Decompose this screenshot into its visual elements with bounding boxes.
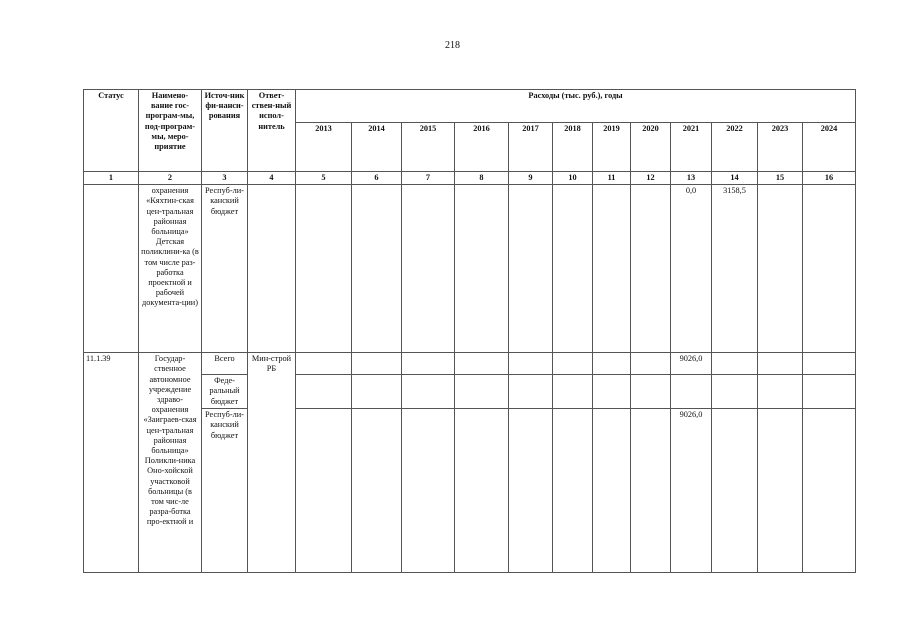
column-number: 9 <box>509 172 553 185</box>
header-year-2014: 2014 <box>352 123 402 172</box>
expense-value <box>455 409 509 573</box>
expense-value <box>296 185 352 353</box>
header-year-2022: 2022 <box>712 123 758 172</box>
expense-value <box>553 353 593 375</box>
header-year-2016: 2016 <box>455 123 509 172</box>
header-expenses: Расходы (тыс. руб.), годы <box>296 90 856 123</box>
column-number: 14 <box>712 172 758 185</box>
expense-value <box>509 375 553 409</box>
expense-value <box>758 353 803 375</box>
block2-source-republic: Респуб-ли-канский бюджет <box>202 409 248 573</box>
header-year-2019: 2019 <box>593 123 631 172</box>
expense-value <box>631 185 671 353</box>
column-number: 3 <box>202 172 248 185</box>
column-numbers-row <box>84 172 856 185</box>
block2-name: Государ-ственное автономное учреждение здраво-охранения «Заиграев-ская цен-тральная районная больница» Поликли-ника Оно-хойской участковой больницы (в том чис-ле разра-ботка про-ектной и <box>139 353 202 573</box>
expense-value <box>455 185 509 353</box>
expense-value <box>758 375 803 409</box>
expense-value <box>593 185 631 353</box>
block2-row-total <box>84 353 856 375</box>
expense-value: 9026,0 <box>671 409 712 573</box>
expense-value <box>593 409 631 573</box>
expense-value <box>296 353 352 375</box>
column-number: 4 <box>248 172 296 185</box>
expense-value: 0,0 <box>671 185 712 353</box>
block2-executor: Мин-строй РБ <box>248 353 296 573</box>
column-number: 16 <box>803 172 856 185</box>
column-number: 6 <box>352 172 402 185</box>
expense-value <box>803 185 856 353</box>
page-number: 218 <box>445 40 460 51</box>
expense-value <box>296 409 352 573</box>
expense-value <box>712 409 758 573</box>
expense-value <box>553 409 593 573</box>
header-name: Наимено-вание гос-програм-мы, под-програм-мы, меро-приятие <box>139 90 202 172</box>
header-year-2020: 2020 <box>631 123 671 172</box>
expense-value <box>803 353 856 375</box>
expense-value <box>553 375 593 409</box>
expense-value <box>296 375 352 409</box>
expense-value <box>631 409 671 573</box>
block1-row <box>84 185 856 353</box>
block1-name: охранения «Кяхтин-ская цен-тральная районная больница» Детская поликлини-ка (в том числе раз-работка проектной и рабочей документа-ции) <box>139 185 202 353</box>
expense-value <box>352 375 402 409</box>
expense-value <box>509 353 553 375</box>
expense-value <box>631 375 671 409</box>
expense-value <box>402 375 455 409</box>
header-year-2018: 2018 <box>553 123 593 172</box>
expense-value <box>455 375 509 409</box>
expense-value <box>509 185 553 353</box>
header-year-2024: 2024 <box>803 123 856 172</box>
header-year-2015: 2015 <box>402 123 455 172</box>
expense-value <box>803 375 856 409</box>
expense-value <box>712 375 758 409</box>
expense-value <box>402 353 455 375</box>
expense-value <box>671 375 712 409</box>
expense-value <box>352 353 402 375</box>
header-status: Статус <box>84 90 139 172</box>
block2-status: 11.1.39 <box>84 353 139 573</box>
expense-value <box>593 375 631 409</box>
block1-source: Респуб-ли-канский бюджет <box>202 185 248 353</box>
column-number: 7 <box>402 172 455 185</box>
column-number: 2 <box>139 172 202 185</box>
expense-value <box>553 185 593 353</box>
expense-value <box>712 353 758 375</box>
expense-value <box>352 185 402 353</box>
column-number: 12 <box>631 172 671 185</box>
column-number: 8 <box>455 172 509 185</box>
expense-value <box>402 185 455 353</box>
header-executor: Ответ-ствен-ный испол-нитель <box>248 90 296 172</box>
expense-value <box>758 185 803 353</box>
block2-source-federal: Феде-ральный бюджет <box>202 375 248 409</box>
budget-table <box>83 89 856 573</box>
expense-value <box>631 353 671 375</box>
expense-value <box>352 409 402 573</box>
header-source: Источ-ник фи-нанси-рования <box>202 90 248 172</box>
expense-value <box>593 353 631 375</box>
expense-value <box>758 409 803 573</box>
expense-value <box>509 409 553 573</box>
column-number: 13 <box>671 172 712 185</box>
header-year-2023: 2023 <box>758 123 803 172</box>
header-year-2017: 2017 <box>509 123 553 172</box>
block2-source-total: Всего <box>202 353 248 375</box>
column-number: 15 <box>758 172 803 185</box>
column-number: 5 <box>296 172 352 185</box>
column-number: 10 <box>553 172 593 185</box>
expense-value <box>402 409 455 573</box>
expense-value: 3158,5 <box>712 185 758 353</box>
column-number: 1 <box>84 172 139 185</box>
expense-value <box>455 353 509 375</box>
header-year-2013: 2013 <box>296 123 352 172</box>
expense-value <box>803 409 856 573</box>
expense-value: 9026,0 <box>671 353 712 375</box>
header-year-2021: 2021 <box>671 123 712 172</box>
column-number: 11 <box>593 172 631 185</box>
